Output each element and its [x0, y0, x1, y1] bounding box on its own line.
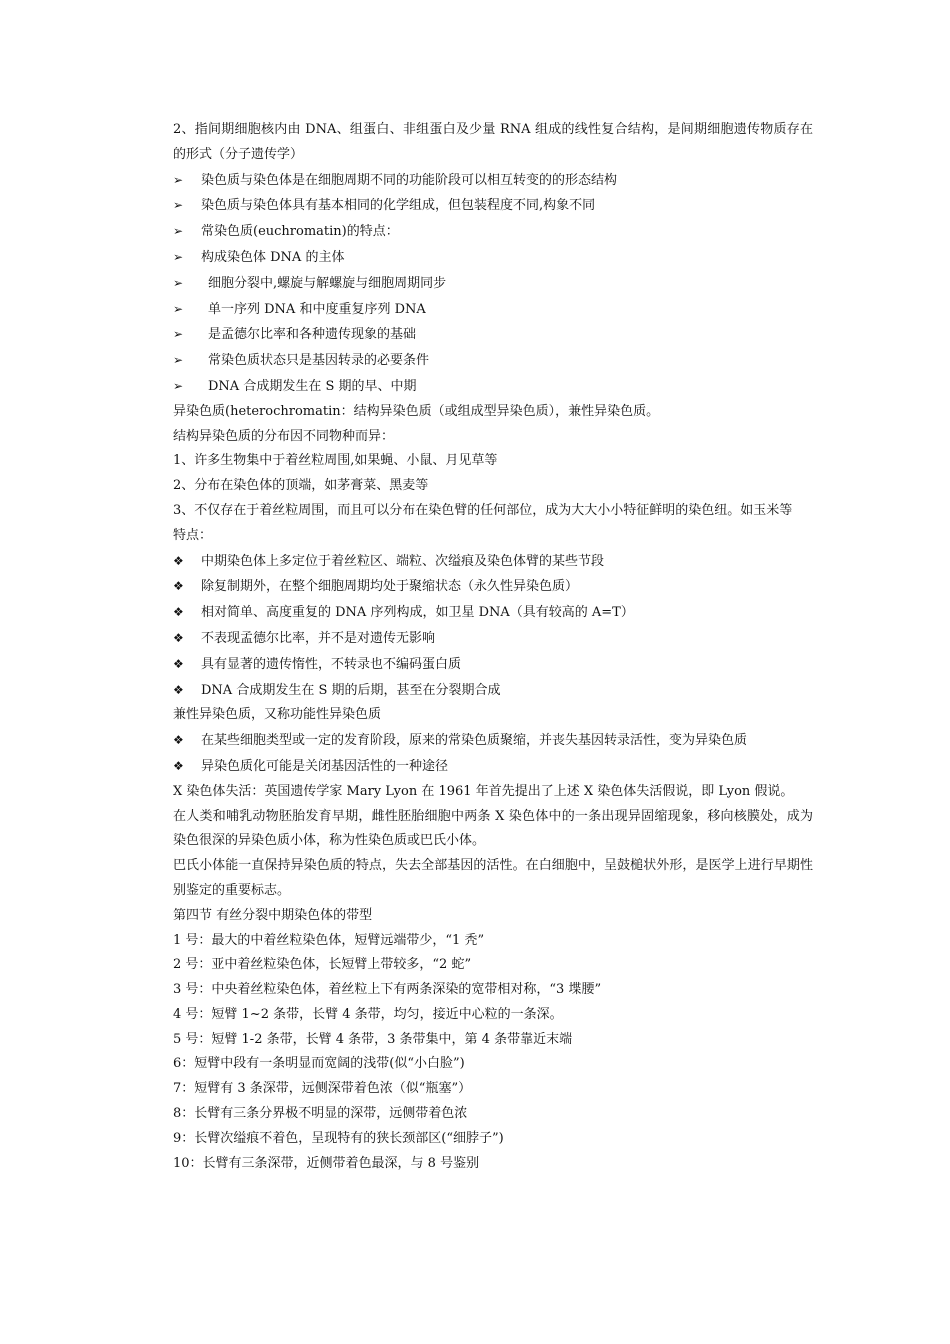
- section-title: 第四节 有丝分裂中期染色体的带型: [173, 907, 373, 923]
- chromosome-item: 5 号：短臂 1-2 条带，长臂 4 条带，3 条带集中，第 4 条带靠近末端: [173, 1031, 573, 1047]
- list-item: ➢ 常染色质状态只是基因转录的必要条件: [173, 348, 813, 374]
- arrow-bullet-icon: ➢: [173, 353, 184, 368]
- diamond-bullet-icon: ❖: [173, 579, 184, 594]
- heterochromatin-title: 异染色质(heterochromatin：结构异染色质（或组成型异染色质），兼性异染色质。: [173, 403, 660, 419]
- arrow-bullet-icon: ➢: [173, 198, 184, 213]
- x-inactivation-paragraph: 巴氏小体能一直保持异染色质的特点，失去全部基因的活性。在白细胞中，呈鼓槌状外形，是医学上进行早期性别鉴定的重要标志。: [173, 858, 813, 898]
- list-item: ➢ 是孟德尔比率和各种遗传现象的基础: [173, 322, 813, 348]
- chromosome-item: 2 号：亚中着丝粒染色体，长短臂上带较多，“2 蛇”: [173, 957, 472, 973]
- arrow-bullet-icon: ➢: [173, 224, 184, 239]
- list-item: ❖ 相对简单、高度重复的 DNA 序列构成，如卫星 DNA（具有较高的 A=T）: [173, 600, 813, 626]
- list-item: ➢ 细胞分裂中,螺旋与解螺旋与细胞周期同步: [173, 271, 813, 297]
- chromosome-item: 9：长臂次缢痕不着色，呈现特有的狭长颈部区(“细脖子”): [173, 1130, 504, 1146]
- arrow-bullet-icon: ➢: [173, 301, 184, 316]
- diamond-bullet-icon: ❖: [173, 733, 184, 748]
- diamond-bullet-icon: ❖: [173, 758, 184, 773]
- diamond-bullet-icon: ❖: [173, 605, 184, 620]
- arrow-bullet-icon: ➢: [173, 249, 184, 264]
- diamond-bullet-icon: ❖: [173, 553, 184, 568]
- chromosome-item: 10：长臂有三条深带，近侧带着色最深，与 8 号鉴别: [173, 1155, 480, 1171]
- list-item: ❖ 不表现孟德尔比率，并不是对遗传无影响: [173, 626, 813, 652]
- arrow-bullet-icon: ➢: [173, 378, 184, 393]
- list-item: ➢ DNA 合成期发生在 S 期的早、中期: [173, 374, 813, 400]
- list-item: ❖ 中期染色体上多定位于着丝粒区、端粒、次缢痕及染色体臂的某些节段: [173, 549, 813, 575]
- list-item: ➢ 常染色质(euchromatin)的特点：: [173, 219, 813, 245]
- list-item: ➢ 染色质与染色体是在细胞周期不同的功能阶段可以相互转变的的形态结构: [173, 168, 813, 194]
- x-inactivation-paragraph: 在人类和哺乳动物胚胎发育早期，雌性胚胎细胞中两条 X 染色体中的一条出现异固缩现象，移向核膜处，成为染色很深的异染色质小体，称为性染色质或巴氏小体。: [173, 808, 813, 849]
- list-item: ❖ 异染色质化可能是关闭基因活性的一种途径: [173, 754, 813, 780]
- intro-paragraph: 2、指间期细胞核内由 DNA、组蛋白、非组蛋白及少量 RNA 组成的线性复合结构，是间期细胞遗传物质存在的形式（分子遗传学）: [173, 122, 813, 162]
- distribution-item: 3、不仅存在于着丝粒周围，而且可以分布在染色臂的任何部位，成为大大小小特征鲜明的染色纽。如玉米等: [173, 502, 793, 518]
- list-item: ❖ 在某些细胞类型或一定的发育阶段，原来的常染色质聚缩，并丧失基因转录活性，变为异染色质: [173, 728, 813, 754]
- diamond-bullet-icon: ❖: [173, 630, 184, 645]
- list-item: ➢ 单一序列 DNA 和中度重复序列 DNA: [173, 297, 813, 323]
- diamond-bullet-icon: ❖: [173, 682, 184, 697]
- chromosome-item: 1 号：最大的中着丝粒染色体，短臂远端带少，“1 秃”: [173, 932, 485, 948]
- x-inactivation-paragraph: X 染色体失活：英国遗传学家 Mary Lyon 在 1961 年首先提出了上述 X 染色体失活假说，即 Lyon 假说。: [173, 783, 794, 799]
- distribution-item: 1、许多生物集中于着丝粒周围,如果蝇、小鼠、月见草等: [173, 453, 498, 469]
- list-item: ➢ 构成染色体 DNA 的主体: [173, 245, 813, 271]
- chromosome-item: 8：长臂有三条分界极不明显的深带，远侧带着色浓: [173, 1106, 468, 1122]
- facultative-title: 兼性异染色质，又称功能性异染色质: [173, 707, 382, 723]
- distribution-item: 2、分布在染色体的顶端，如茅膏菜、黑麦等: [173, 478, 429, 494]
- chromosome-item: 7：短臂有 3 条深带，远侧深带着色浓（似“瓶塞”）: [173, 1081, 472, 1097]
- document-body: [173, 118, 813, 1176]
- chromosome-item: 6：短臂中段有一条明显而宽阔的浅带(似“小白脸”): [173, 1056, 465, 1072]
- distribution-heading: 结构异染色质的分布因不同物种而异：: [173, 428, 395, 444]
- chromosome-item: 4 号：短臂 1~2 条带，长臂 4 条带，均匀，接近中心粒的一条深。: [173, 1006, 563, 1022]
- diamond-bullet-icon: ❖: [173, 656, 184, 671]
- arrow-bullet-icon: ➢: [173, 172, 184, 187]
- list-item: ❖ 具有显著的遗传惰性，不转录也不编码蛋白质: [173, 652, 813, 678]
- list-item: ❖ 除复制期外，在整个细胞周期均处于聚缩状态（永久性异染色质）: [173, 574, 813, 600]
- arrow-bullet-icon: ➢: [173, 327, 184, 342]
- chromosome-item: 3 号：中央着丝粒染色体，着丝粒上下有两条深染的宽带相对称，“3 堞腰”: [173, 982, 602, 998]
- features-label: 特点：: [173, 527, 213, 543]
- list-item: ❖ DNA 合成期发生在 S 期的后期，甚至在分裂期合成: [173, 678, 813, 704]
- list-item: ➢ 染色质与染色体具有基本相同的化学组成，但包装程度不同,构象不同: [173, 193, 813, 219]
- arrow-bullet-icon: ➢: [173, 275, 184, 290]
